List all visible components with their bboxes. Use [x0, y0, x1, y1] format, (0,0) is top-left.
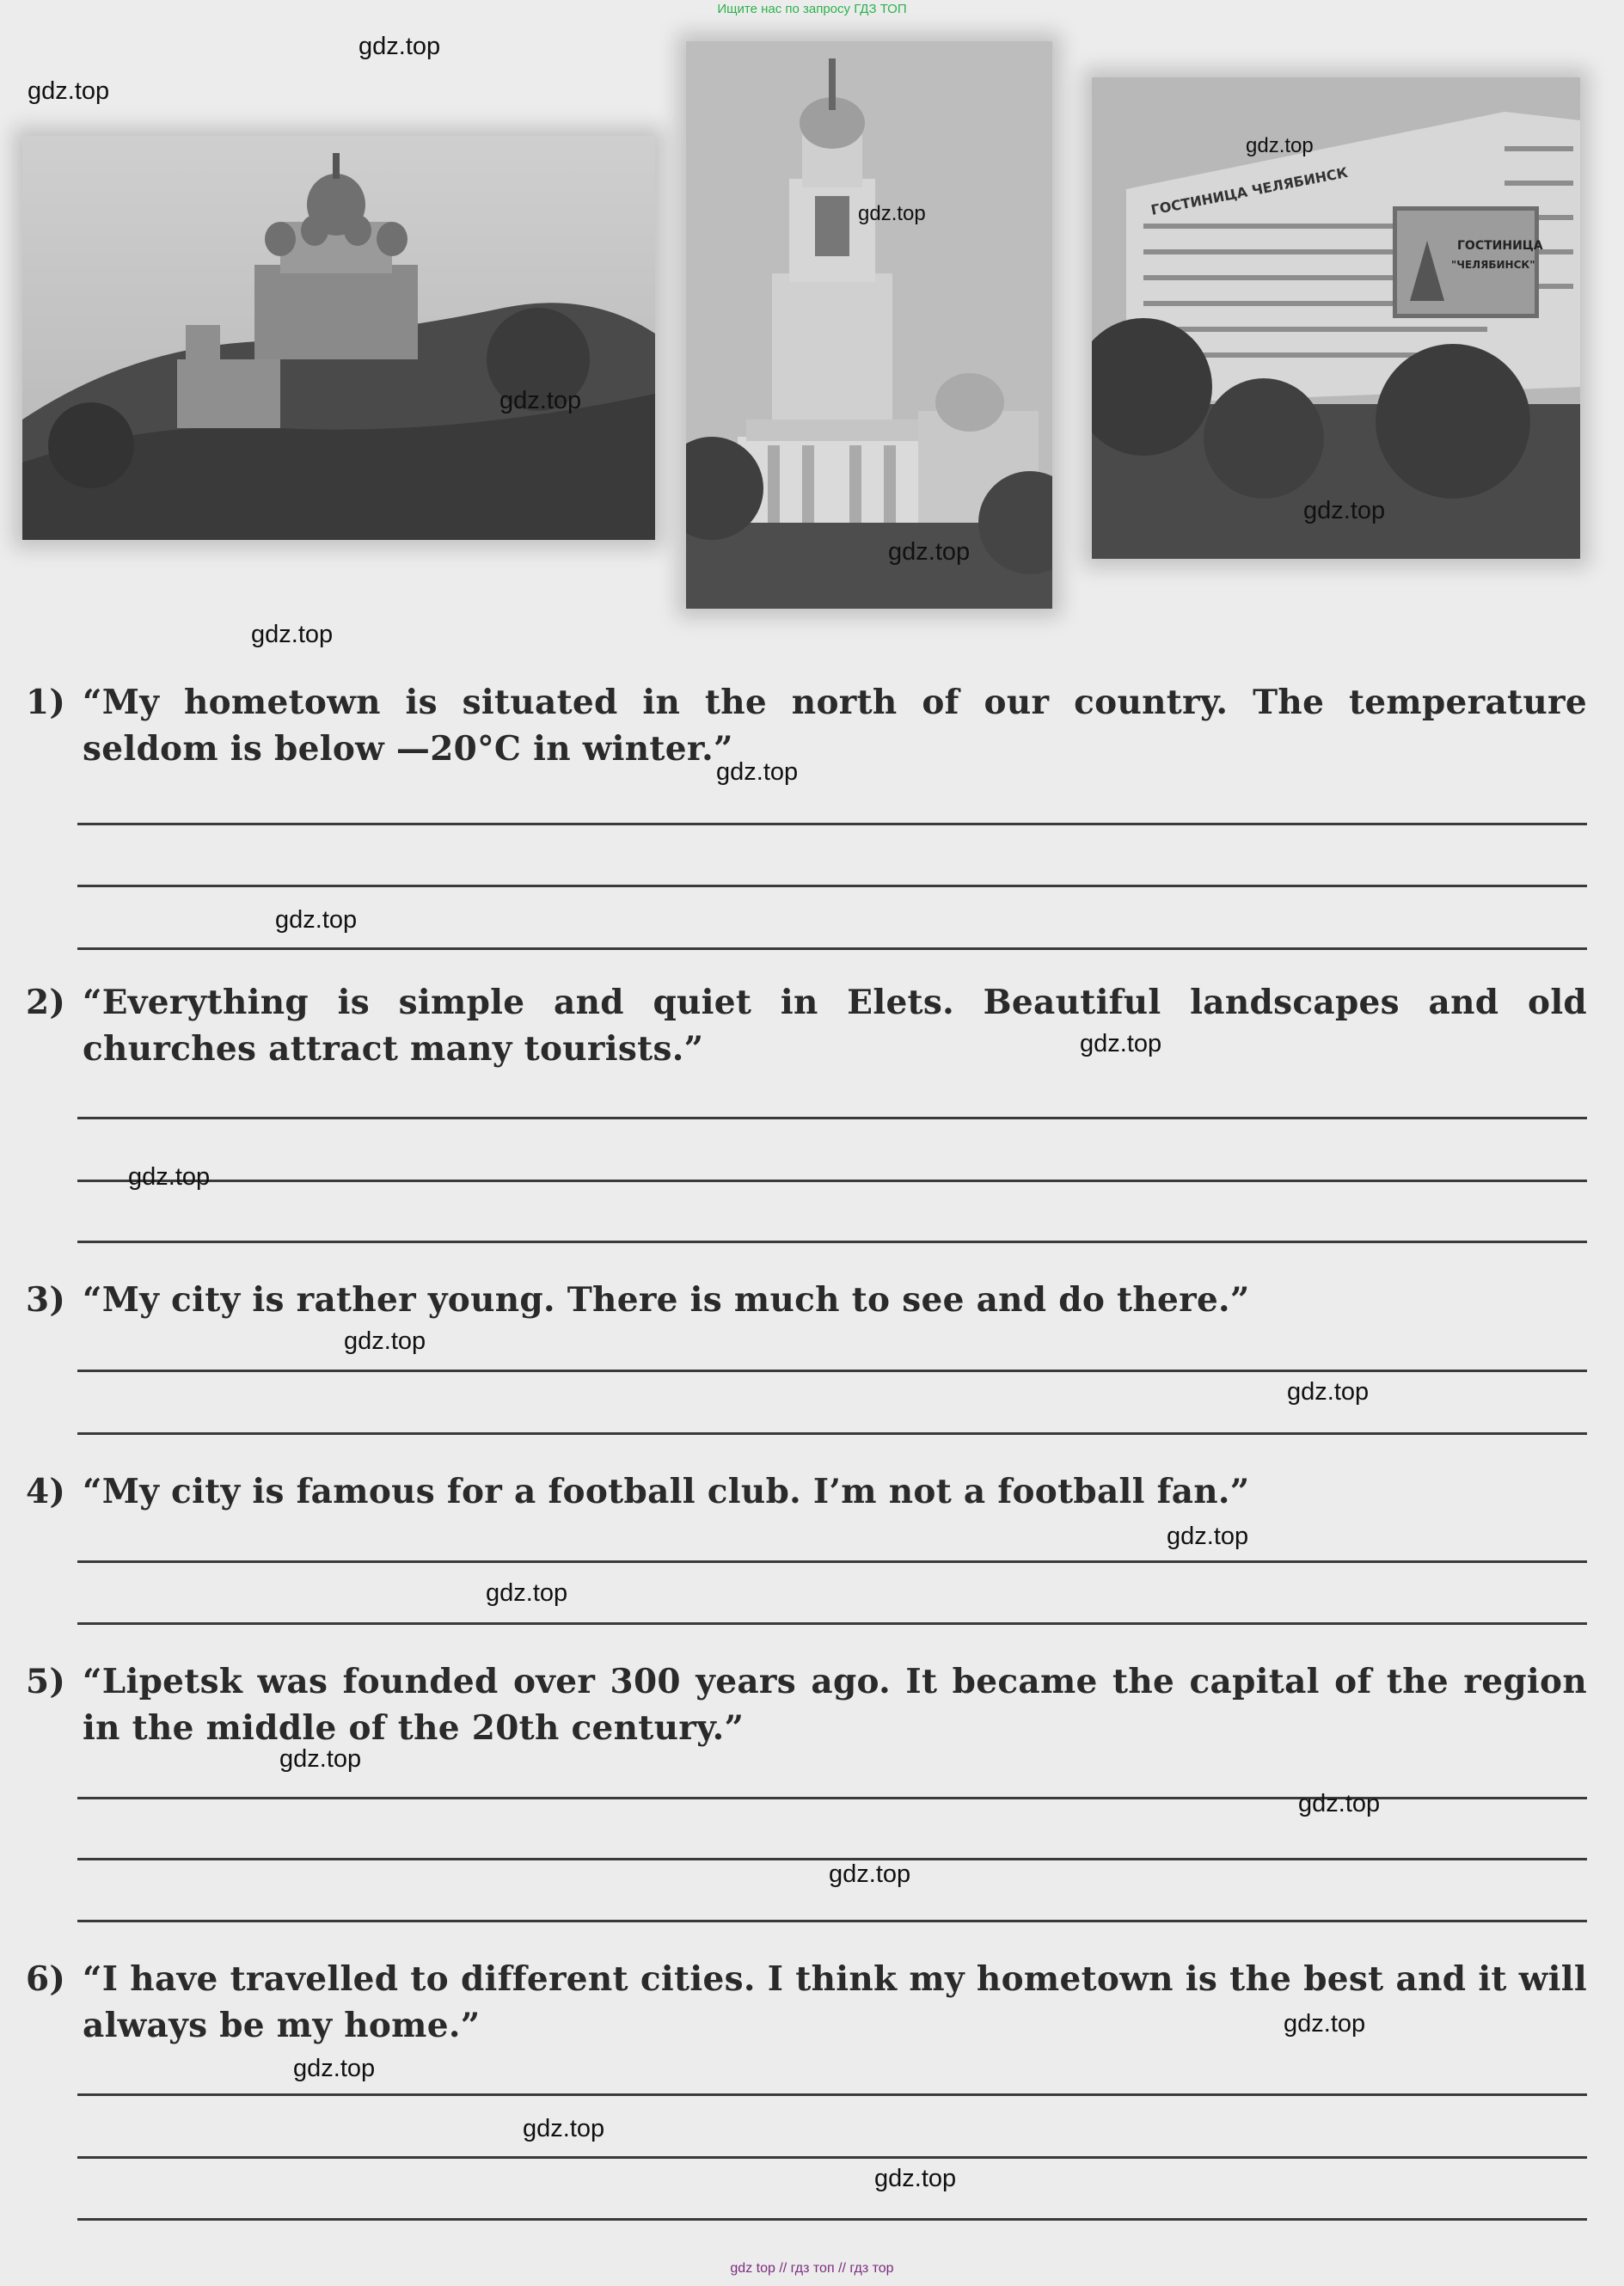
watermark: gdz.top: [716, 758, 799, 786]
question-text: “My city is rather young. There is much to see and do there.”: [83, 1280, 1250, 1320]
watermark: gdz.top: [344, 1327, 426, 1355]
question-5: [26, 1658, 1587, 1751]
answer-line[interactable]: [77, 823, 1587, 825]
watermark: gdz.top: [28, 77, 110, 105]
watermark: gdz.top: [1167, 1523, 1249, 1550]
answer-line[interactable]: [77, 947, 1587, 950]
watermark: gdz.top: [279, 1745, 362, 1773]
question-text: “I have travelled to different cities. I think my hometown is the best and it will always be my home.”: [83, 1959, 1587, 2045]
answer-line[interactable]: [77, 1180, 1587, 1182]
hotel-roof-sign: ГОСТИНИЦА ЧЕЛЯБИНСК: [1149, 163, 1350, 218]
bell-tower-church-photo: [686, 41, 1052, 609]
answer-line[interactable]: [77, 2156, 1587, 2159]
watermark: gdz.top: [1080, 1030, 1162, 1057]
question-text: “My hometown is situated in the north of our country. The temperature seldom is below —20°C in winter.”: [83, 683, 1587, 769]
answer-line[interactable]: [77, 2218, 1587, 2221]
question-3: [26, 1277, 1587, 1323]
billboard-line-1: ГОСТИНИЦА: [1457, 239, 1543, 253]
watermark: gdz.top: [1298, 1790, 1381, 1817]
watermark: gdz.top: [1284, 2010, 1366, 2038]
watermark: gdz.top: [359, 33, 441, 60]
question-text: “My city is famous for a football club. I’m not a football fan.”: [83, 1472, 1250, 1511]
answer-line[interactable]: [77, 1370, 1587, 1372]
answer-line[interactable]: [77, 1117, 1587, 1119]
question-text: “Lipetsk was founded over 300 years ago. It became the capital of the region in the middle of the 20th century.”: [83, 1662, 1587, 1748]
watermark: gdz.top: [275, 906, 358, 934]
question-text: “Everything is simple and quiet in Elets. Beautiful landscapes and old churches attract many tourists.”: [83, 983, 1587, 1069]
footer-links[interactable]: gdz top // гдз топ // гдз тор: [730, 2261, 894, 2276]
watermark: gdz.top: [293, 2055, 376, 2082]
watermark: gdz.top: [829, 1860, 911, 1888]
watermark: gdz.top: [486, 1579, 568, 1607]
watermark: gdz.top: [499, 387, 582, 414]
answer-line[interactable]: [77, 1622, 1587, 1625]
question-4: [26, 1468, 1587, 1515]
question-number: 4): [26, 1472, 66, 1511]
hilltop-cathedral-photo: [22, 136, 655, 540]
answer-line[interactable]: [77, 1560, 1587, 1563]
watermark: gdz.top: [128, 1163, 211, 1191]
question-1: [26, 679, 1587, 772]
watermark: gdz.top: [874, 2165, 957, 2192]
watermark: gdz.top: [1246, 134, 1314, 157]
answer-line[interactable]: [77, 1241, 1587, 1243]
watermark: gdz.top: [858, 202, 926, 225]
watermark: gdz.top: [251, 621, 334, 648]
question-number: 5): [26, 1662, 66, 1701]
question-number: 6): [26, 1959, 66, 1999]
hotel-chelyabinsk-photo: [1092, 77, 1580, 559]
watermark: gdz.top: [523, 2115, 605, 2142]
answer-line[interactable]: [77, 885, 1587, 887]
watermark: gdz.top: [1303, 497, 1386, 524]
question-number: 1): [26, 683, 66, 722]
billboard-line-2: "ЧЕЛЯБИНСК": [1451, 259, 1535, 271]
question-number: 2): [26, 983, 66, 1022]
question-2: [26, 979, 1587, 1072]
answer-line[interactable]: [77, 2093, 1587, 2096]
question-number: 3): [26, 1280, 66, 1320]
answer-line[interactable]: [77, 1920, 1587, 1922]
watermark: gdz.top: [888, 538, 971, 566]
watermark: gdz.top: [1287, 1378, 1370, 1406]
top-banner[interactable]: Ищите нас по запросу ГДЗ ТОП: [717, 2, 907, 16]
answer-line[interactable]: [77, 1432, 1587, 1435]
